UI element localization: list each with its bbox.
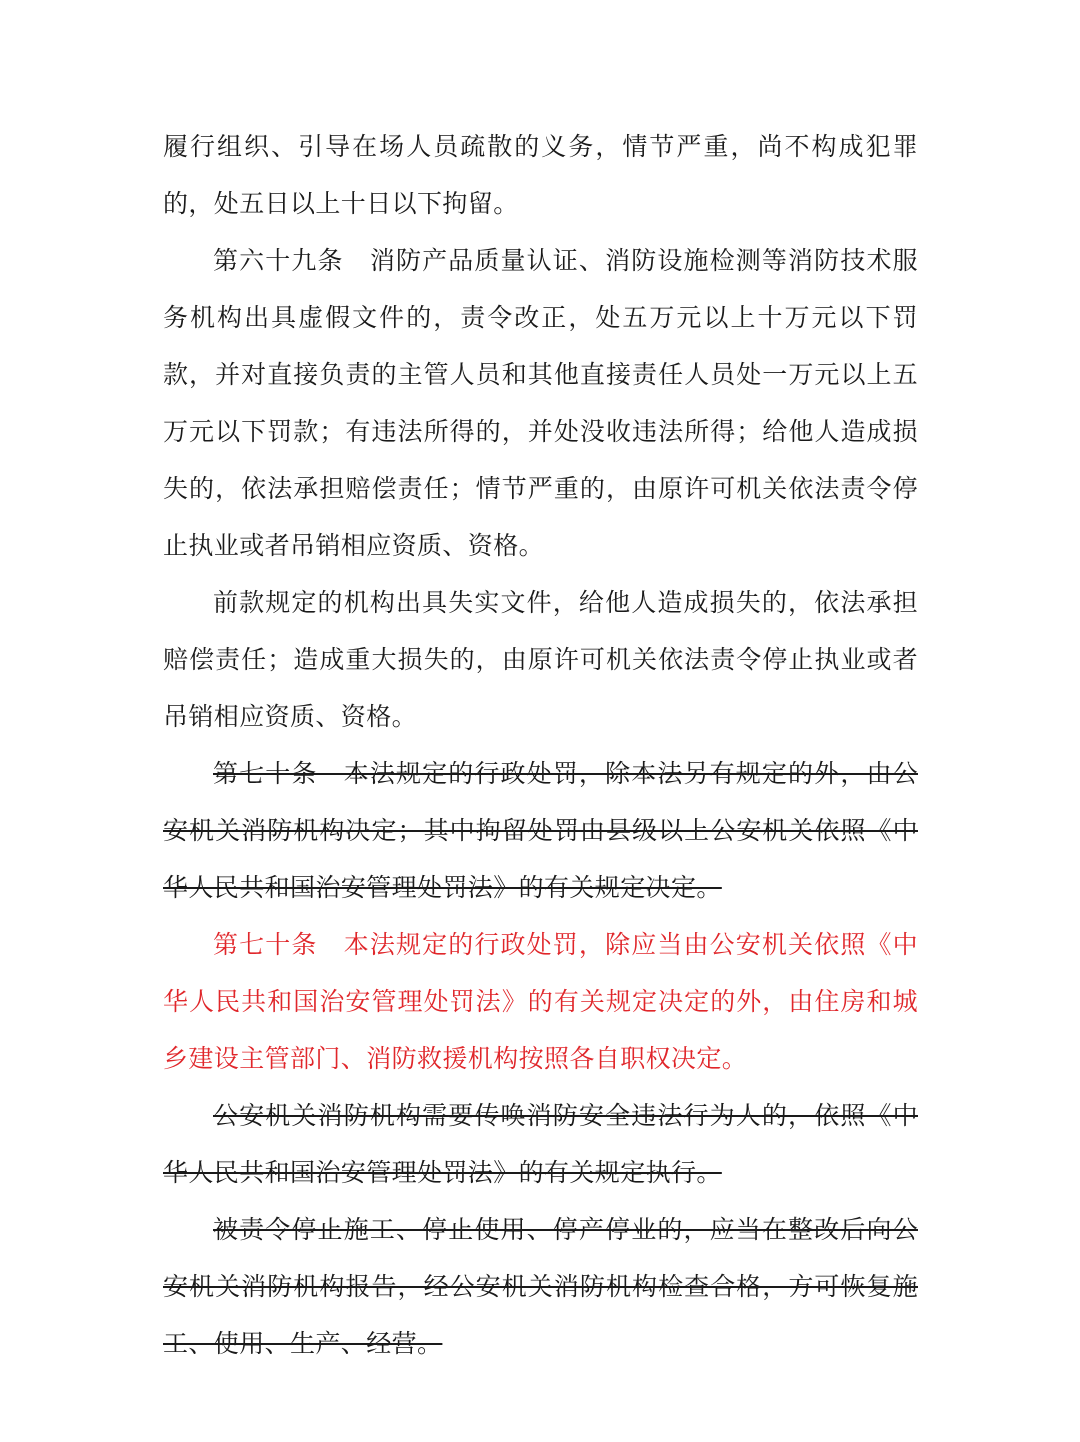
document-body bbox=[163, 118, 918, 1372]
paragraph-article-69: 第六十九条 消防产品质量认证、消防设施检测等消防技术服务机构出具虚假文件的，责令改正，处五万元以上十万元以下罚款，并对直接负责的主管人员和其他直接责任人员处一万元以上五万元以下罚款；有违法所得的，并处没收违法所得；给他人造成损失的，依法承担赔偿责任；情节严重的，由原许可机关依法责令停止执业或者吊销相应资质、资格。 bbox=[163, 246, 918, 560]
paragraph-summons-deleted: 公安机关消防机构需要传唤消防安全违法行为人的，依照《中华人民共和国治安管理处罚法》的有关规定执行。 bbox=[163, 1101, 918, 1187]
paragraph-article-69-clause-2: 前款规定的机构出具失实文件，给他人造成损失的，依法承担赔偿责任；造成重大损失的，由原许可机关依法责令停止执业或者吊销相应资质、资格。 bbox=[163, 588, 918, 731]
paragraph-article-70-inserted: 第七十条 本法规定的行政处罚，除应当由公安机关依照《中华人民共和国治安管理处罚法》的有关规定决定的外，由住房和城乡建设主管部门、消防救援机构按照各自职权决定。 bbox=[163, 930, 918, 1073]
paragraph-article-70-deleted: 第七十条 本法规定的行政处罚，除本法另有规定的外，由公安机关消防机构决定；其中拘留处罚由县级以上公安机关依照《中华人民共和国治安管理处罚法》的有关规定决定。 bbox=[163, 759, 918, 902]
paragraph-continuation: 履行组织、引导在场人员疏散的义务，情节严重，尚不构成犯罪的，处五日以上十日以下拘留。 bbox=[163, 132, 918, 218]
paragraph-resume-deleted: 被责令停止施工、停止使用、停产停业的，应当在整改后向公安机关消防机构报告，经公安机关消防机构检查合格，方可恢复施工、使用、生产、经营。 bbox=[163, 1215, 918, 1358]
